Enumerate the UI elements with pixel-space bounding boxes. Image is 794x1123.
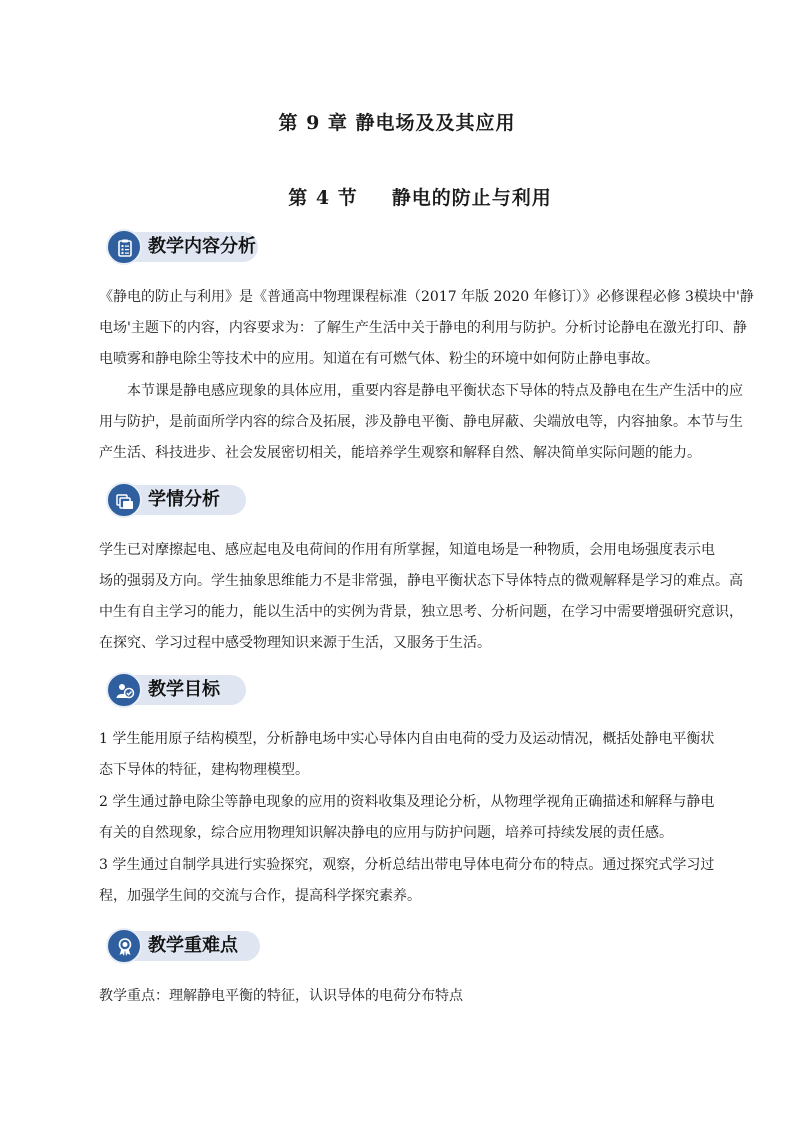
- paragraph: [99, 850, 723, 912]
- paragraph: [99, 535, 743, 659]
- paragraph: [99, 282, 754, 375]
- award-ribbon-icon: [106, 928, 142, 964]
- paragraph-line: 电喷雾和静电除尘等技术中的应用。知道在有可燃气体、粉尘的环境中如何防止静电事故。: [99, 351, 659, 367]
- paragraph-line: 中生有自主学习的能力，能以生活中的实例为背景，独立思考、分析问题，在学习中需要增强研究意识，: [99, 604, 743, 620]
- paragraph: [99, 376, 743, 469]
- paragraph-line: 学生已对摩擦起电、感应起电及电荷间的作用有所掌握，知道电场是一种物质，会用电场强度表示电: [99, 542, 715, 558]
- section-title: [0, 183, 794, 210]
- section-heading: 教学重难点: [148, 935, 238, 956]
- people-target-icon: [106, 672, 142, 708]
- paragraph-line: 3 学生通过自制学具进行实验探究，观察，分析总结出带电导体电荷分布的特点。通过探究式学习过: [99, 857, 715, 873]
- section-heading: 学情分析: [148, 489, 220, 510]
- section-banner-key-points: [106, 928, 260, 964]
- section-banner-content-analysis: [106, 229, 258, 265]
- paragraph-line: 2 学生通过静电除尘等静电现象的应用的资料收集及理论分析，从物理学视角正确描述和解释与静电: [99, 794, 715, 810]
- clipboard-checklist-icon: [106, 229, 142, 265]
- paragraph-line: 本节课是静电感应现象的具体应用，重要内容是静电平衡状态下导体的特点及静电在生产生活中的应: [127, 383, 743, 399]
- folders-icon: [106, 482, 142, 518]
- section-number: 第 4 节: [288, 187, 358, 209]
- paragraph-line: 产生活、科技进步、社会发展密切相关，能培养学生观察和解释自然、解决简单实际问题的能力。: [99, 445, 701, 461]
- paragraph-line: 有关的自然现象，综合应用物理知识解决静电的应用与防护问题，培养可持续发展的责任感。: [99, 825, 673, 841]
- section-heading: 教学目标: [148, 679, 220, 700]
- paragraph: [99, 787, 723, 849]
- paragraph-line: 电场'主题下的内容，内容要求为：了解生产生活中关于静电的利用与防护。分析讨论静电在激光打印、静: [99, 320, 747, 336]
- paragraph-line: 程，加强学生间的交流与合作，提高科学探究素养。: [99, 888, 421, 904]
- paragraph-line: 在探究、学习过程中感受物理知识来源于生活，又服务于生活。: [99, 635, 491, 651]
- paragraph-line: 1 学生能用原子结构模型，分析静电场中实心导体内自由电荷的受力及运动情况，概括处静电平衡状: [99, 731, 715, 747]
- section-banner-student-analysis: [106, 482, 246, 518]
- paragraph: [99, 981, 723, 1012]
- paragraph-line: 用与防护，是前面所学内容的综合及拓展，涉及静电平衡、静电屏蔽、尖端放电等，内容抽象。本节与生: [99, 414, 743, 430]
- paragraph-line: 《静电的防止与利用》是《普通高中物理课程标准（2017 年版 2020 年修订）》必修课程必修 3模块中'静: [99, 289, 754, 305]
- paragraph-line: 教学重点：理解静电平衡的特征，认识导体的电荷分布特点: [99, 988, 463, 1004]
- paragraph-line: 场的强弱及方向。学生抽象思维能力不是非常强，静电平衡状态下导体特点的微观解释是学习的难点。高: [99, 573, 743, 589]
- section-heading: 教学内容分析: [148, 236, 256, 257]
- section-banner-teaching-goals: [106, 672, 246, 708]
- paragraph-line: 态下导体的特征，建构物理模型。: [99, 762, 309, 778]
- chapter-title: 第 9 章 静电场及及其应用: [278, 112, 516, 134]
- paragraph: [99, 724, 723, 786]
- section-name: 静电的防止与利用: [391, 187, 552, 209]
